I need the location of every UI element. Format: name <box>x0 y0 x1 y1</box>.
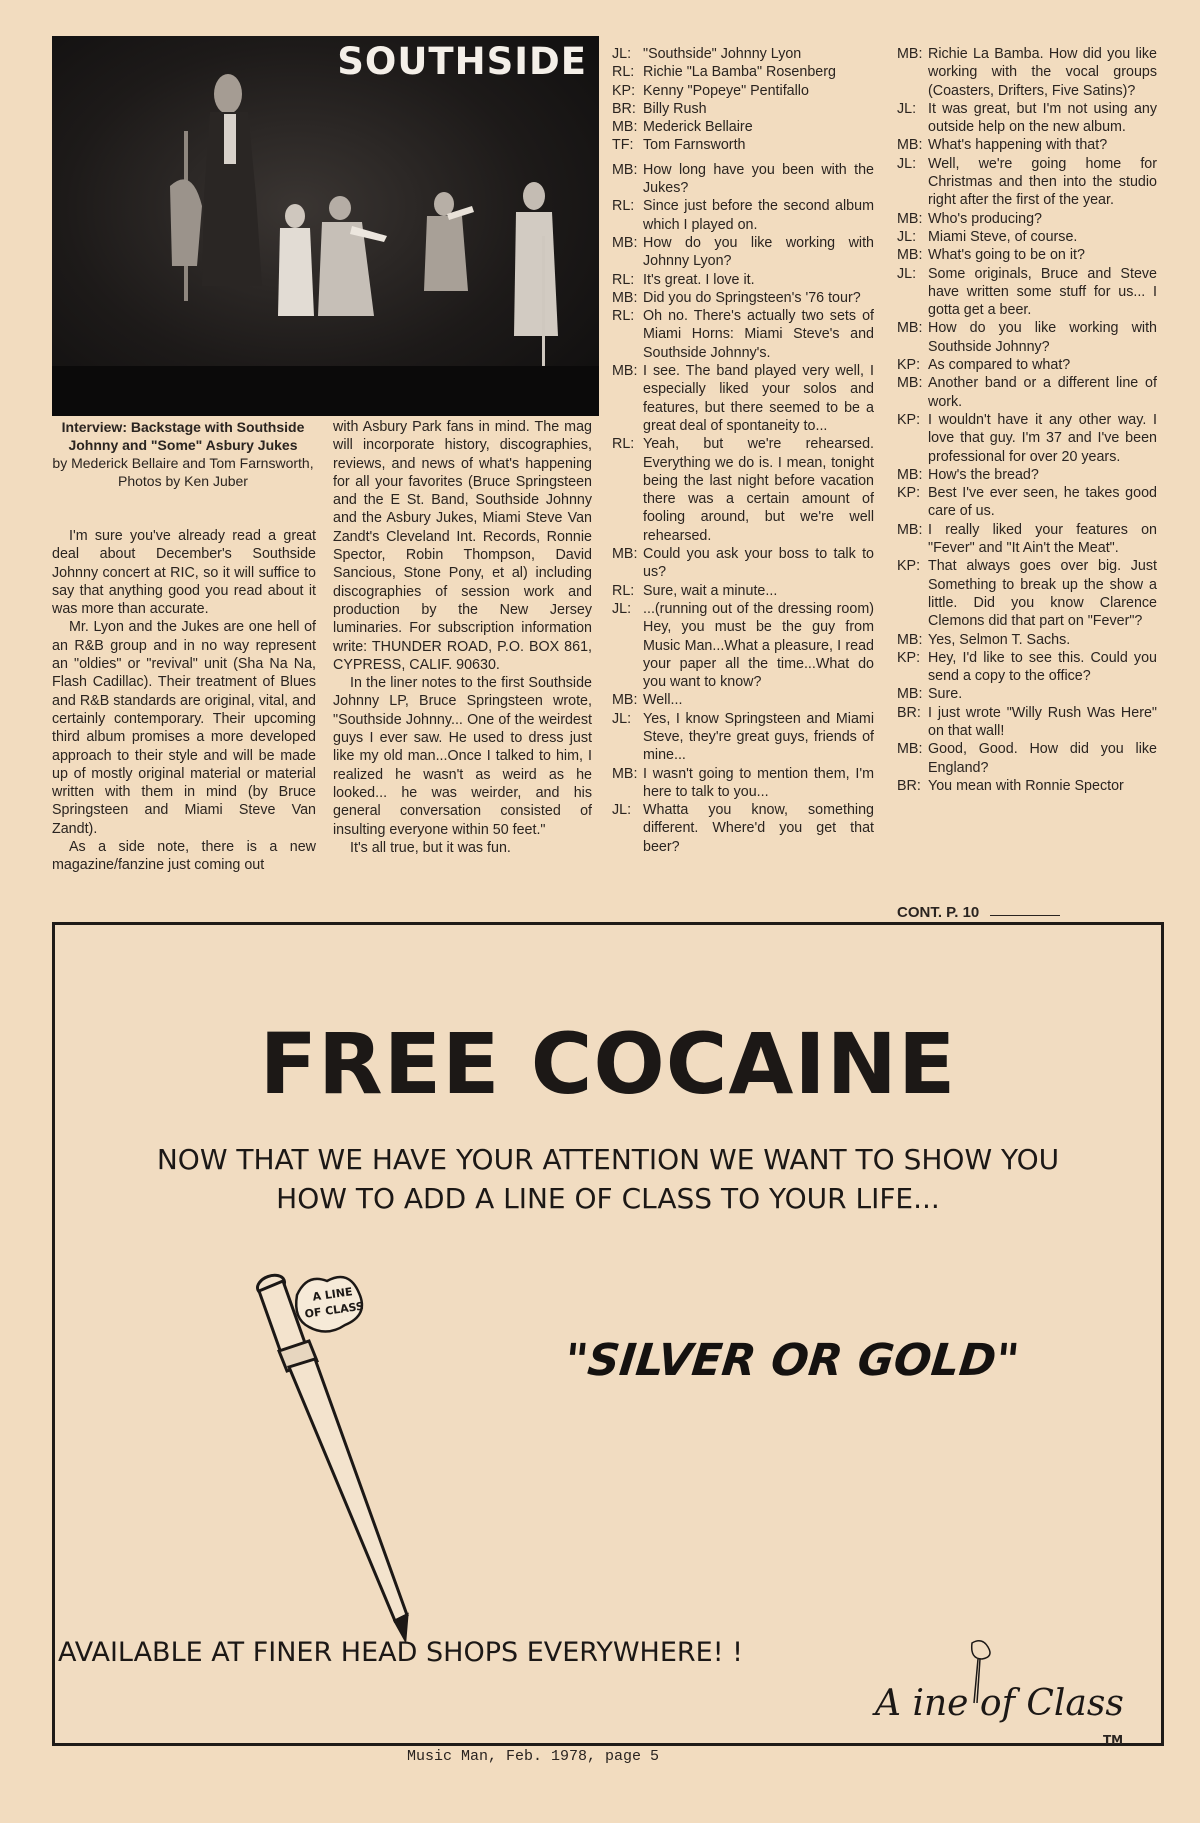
ad-availability: AVAILABLE AT FINER HEAD SHOPS EVERYWHERE! ! <box>58 1637 743 1668</box>
interview-line: KP: Best I've ever seen, he takes good care of us. <box>897 485 1157 520</box>
interview-line: KP: As compared to what? <box>897 357 1071 374</box>
ad-tag-line2: OF CLASS <box>303 1299 365 1321</box>
interview-line: MB: Good, Good. How did you like England? <box>897 741 1157 776</box>
ad-brand-signature: A ine of Class <box>875 1683 1124 1724</box>
interview-line: MB: Richie La Bamba. How did you like working with the vocal groups (Coasters, Drifters, Five Satins)? <box>897 46 1157 99</box>
interview-line: MB: Well... <box>612 692 683 709</box>
interview-line: MB: Could you ask your boss to talk to us? <box>612 546 874 581</box>
interview-line: MB: Sure. <box>897 686 963 703</box>
concert-photo <box>52 36 599 416</box>
interview-line: MB: How's the bread? <box>897 466 1039 483</box>
interview-line: MB: Yes, Selmon T. Sachs. <box>897 631 1071 648</box>
photo-caption <box>52 418 314 490</box>
article-paragraph: Mr. Lyon and the Jukes are one hell of an R&B group and in no way represent an "oldies" or "revival" unit (Sha Na Na, Flash Cadillac). Their treatment of Blues and R&B standards are original, vital, and certainly contemporary. Their upcoming third album promises a more developed approach to their style and will be made up of mostly original material or material written with them in mind (by Bruce Springsteen and Miami Steve Van Zandt). <box>52 619 316 837</box>
interview-line: MB: I see. The band played very well, I especially liked your solos and features, but there seemed to be a great deal of spontaneity to... <box>612 363 874 434</box>
cast-row: TF: Tom Farnsworth <box>612 137 746 154</box>
interview-line: KP: That always goes over big. Just Something to break up the show a little. Did you know Clarence Clemons did that part on "Fever"? <box>897 558 1157 630</box>
interview-line: MB: I really liked your features on "Fever" and "It Ain't the Meat". <box>897 521 1157 557</box>
interview-line: JL: Some originals, Bruce and Steve have written some stuff for us... I gotta get a beer. <box>897 265 1157 319</box>
article-paragraph: It's all true, but it was fun. <box>350 839 511 856</box>
article-paragraph: In the liner notes to the first Southside Johnny LP, Bruce Springsteen wrote, "Southside Johnny... One of the weirdest guys I ever saw. He used to dress just like my old man...Once I talked to him, I realized he wasn't as weird as he looked... he was weirder, and his general conversation consisted of insulting everyone within 50 feet." <box>333 675 592 838</box>
cast-row: RL: Richie "La Bamba" Rosenberg <box>612 64 836 81</box>
interview-line: MB: How long have you been with the Jukes? <box>612 161 874 197</box>
cast-row: JL: "Southside" Johnny Lyon <box>612 46 802 62</box>
ad-headline: FREE COCAINE <box>259 1015 957 1113</box>
interview-line: MB: Who's producing? <box>897 210 1042 227</box>
ad-subheadline: NOW THAT WE HAVE YOUR ATTENTION WE WANT TO SHOW YOU HOW TO ADD A LINE OF CLASS TO YOUR LIFE... <box>156 1143 1060 1215</box>
line-of-class-pen-icon <box>245 1255 445 1645</box>
cast-row: MB: Mederick Bellaire <box>612 119 753 136</box>
ad-tag-line1: A LINE <box>311 1285 354 1304</box>
interview-line: JL: Yes, I know Springsteen and Miami Steve, they're great guys, friends of mine... <box>612 710 874 764</box>
photo-title: SOUTHSIDE <box>337 40 587 83</box>
advertisement <box>52 922 1164 1746</box>
interview-line: BR: I just wrote "Willy Rush Was Here" on that wall! <box>897 704 1157 739</box>
interview-line: MB: Another band or a different line of work. <box>897 375 1157 410</box>
interview-line: RL: Since just before the second album which I played on. <box>612 198 874 233</box>
trademark-mark: TM <box>1103 1733 1124 1747</box>
interview-line: BR: You mean with Ronnie Spector <box>897 777 1124 794</box>
interview-line: JL: Miami Steve, of course. <box>897 228 1078 245</box>
cast-row: BR: Billy Rush <box>612 100 707 117</box>
interview-line: KP: I wouldn't have it any other way. I love that guy. I'm 37 and I've been professional for over 20 years. <box>897 411 1157 465</box>
article-paragraph: I'm sure you've already read a great deal about December's Southside Johnny concert at RIC, so it will suffice to say that anything good you read about it was more than accurate. <box>52 528 316 618</box>
interview-line: JL: Whatta you know, something different. Where'd you get that beer? <box>612 802 874 855</box>
continued-notice: CONT. P. 10 <box>897 904 980 921</box>
article-paragraph: with Asbury Park fans in mind. The mag will incorporate history, discographies, reviews, and news of what's happening for all your favorites (Bruce Springsteen and the E St. Band, Southside Johnny and the Asbury Jukes, Miami Steve Van Zandt's Cleveland Int. Records, Ronnie Spector, Robin Thompson, David Sancious, Stone Pony, et al) including discographies of session work and production by the New Jersey luminaries. For subscription information write: THUNDER ROAD, P.O. BOX 861, CYPRESS, CALIF. 90630. <box>333 419 592 673</box>
interview-line: MB: I wasn't going to mention them, I'm here to talk to you... <box>612 765 874 800</box>
interview-column-1 <box>612 45 874 856</box>
page-footer: Music Man, Feb. 1978, page 5 <box>407 1748 660 1765</box>
interview-line: MB: What's happening with that? <box>897 137 1108 154</box>
caption-byline: by Mederick Bellaire and Tom Farnsworth, <box>52 455 314 471</box>
continued-rule <box>990 915 1060 916</box>
article-column-1 <box>52 527 316 875</box>
interview-line: JL: ...(running out of the dressing room) Hey, you must be the guy from Music Man...What a pleasure, I read your paper all the time...What do you want to know? <box>612 600 874 691</box>
interview-line: RL: Yeah, but we're rehearsed. Everything we do is. I mean, tonight being the last night before vacation there was a certain amount of fooling around, but we're well rehearsed. <box>612 436 874 544</box>
caption-headline: Interview: Backstage with Southside Johnny and "Some" Asbury Jukes <box>61 419 305 453</box>
cast-row: KP: Kenny "Popeye" Pentifallo <box>612 82 809 99</box>
caption-photo-credit: Photos by Ken Juber <box>118 473 248 489</box>
interview-line: KP: Hey, I'd like to see this. Could you send a copy to the office? <box>897 649 1157 685</box>
interview-line: MB: Did you do Springsteen's '76 tour? <box>612 289 861 306</box>
interview-line: RL: Oh no. There's actually two sets of Miami Horns: Miami Steve's and Southside Johnny's. <box>612 308 874 361</box>
article-paragraph: As a side note, there is a new magazine/fanzine just coming out <box>52 839 316 874</box>
ad-silver-or-gold: "SILVER OR GOLD" <box>562 1335 1022 1386</box>
interview-line: MB: What's going to be on it? <box>897 247 1085 264</box>
interview-line: MB: How do you like working with Southside Johnny? <box>897 320 1157 355</box>
interview-line: RL: Sure, wait a minute... <box>612 582 778 599</box>
interview-column-2 <box>897 45 1157 795</box>
band-silhouettes <box>52 36 599 416</box>
interview-line: JL: Well, we're going home for Christmas and then into the studio right after the first of the year. <box>897 155 1157 209</box>
interview-line: MB: How do you like working with Johnny Lyon? <box>612 234 874 270</box>
article-column-2 <box>333 418 592 857</box>
interview-line: RL: It's great. I love it. <box>612 271 755 288</box>
interview-line: JL: It was great, but I'm not using any outside help on the new album. <box>897 100 1157 136</box>
